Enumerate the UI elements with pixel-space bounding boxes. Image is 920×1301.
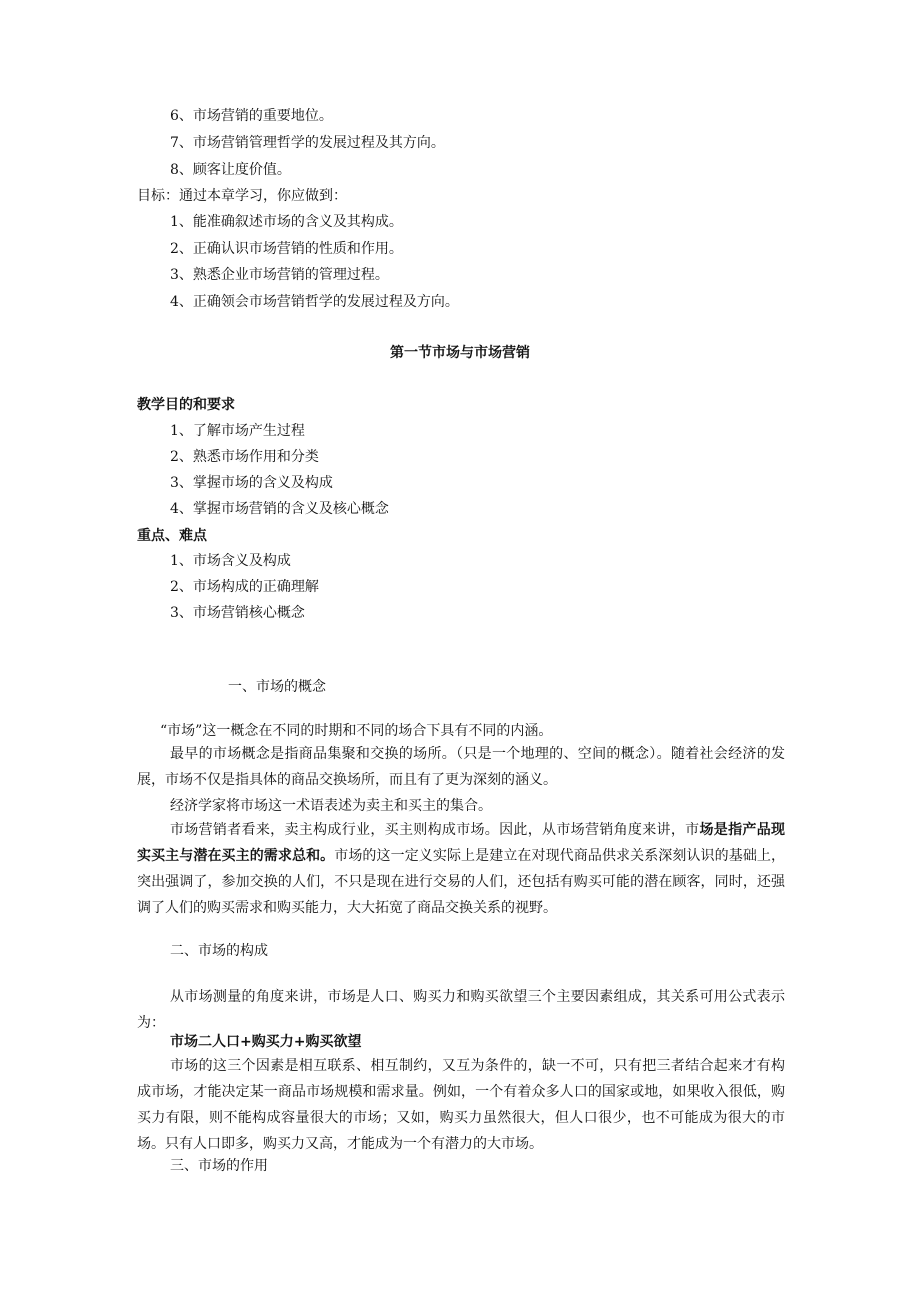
market-definition: 场是指产品现实买主与潜在买主的需求总和。	[137, 822, 786, 864]
goal-heading: 目标：通过本章学习，你应做到：	[137, 188, 347, 204]
paragraph-6: 市场的这三个因素是相互联系、相互制约，又互为条件的，缺一不可，只有把三者结合起来才有构成市场，才能决定某一商品市场规模和需求量。例如，一个有着众多人口的国家或地，如果收入很低，购买力有限，则不能构成容量很大的市场；又如，购买力虽然很大，但人口很少，也不可能成为很大的市场。只有人口即多，购买力又高，才能成为一个有潜力的大市场。	[137, 1058, 785, 1152]
teaching-item: 2、熟悉市场作用和分类	[170, 449, 319, 465]
sub2-heading: 二、市场的构成	[170, 943, 268, 959]
paragraph-3: 经济学家将市场这一术语表述为卖主和买主的集合。	[170, 798, 492, 814]
paragraph-5: 从市场测量的角度来讲，市场是人口、购买力和购买欲望三个主要因素组成，其关系可用公式表示为：	[137, 989, 785, 1031]
top-list-item: 7、市场营销管理哲学的发展过程及其方向。	[170, 135, 445, 151]
teaching-item: 4、掌握市场营销的含义及核心概念	[170, 501, 389, 517]
top-list-item: 8、顾客让度价值。	[170, 162, 291, 178]
teaching-heading: 教学目的和要求	[137, 397, 235, 413]
key-item: 3、市场营销核心概念	[170, 605, 305, 621]
key-item: 1、市场含义及构成	[170, 553, 291, 569]
top-list-item: 6、市场营销的重要地位。	[170, 108, 333, 124]
sub1-heading: 一、市场的概念	[228, 679, 326, 695]
goal-item: 2、正确认识市场营销的性质和作用。	[170, 241, 403, 257]
paragraph-2: 最早的市场概念是指商品集聚和交换的场所。（只是一个地理的、空间的概念）。随着社会经济的发展，市场不仅是指具体的商品交换场所，而且有了更为深刻的涵义。	[137, 746, 785, 788]
paragraph-1: “市场”这一概念在不同的时期和不同的场合下具有不同的内涵。	[160, 723, 553, 739]
paragraph-4	[137, 817, 785, 921]
formula: 市场二人口+购买力+购买欲望	[170, 1034, 362, 1050]
goal-item: 3、熟悉企业市场营销的管理过程。	[170, 267, 389, 283]
teaching-item: 1、了解市场产生过程	[170, 423, 305, 439]
key-heading: 重点、难点	[137, 528, 207, 544]
sub3-heading: 三、市场的作用	[170, 1158, 268, 1174]
teaching-item: 3、掌握市场的含义及构成	[170, 475, 333, 491]
goal-item: 4、正确领会市场营销哲学的发展过程及方向。	[170, 294, 459, 310]
paragraph-4-text-c: 市场的这一定义实际上是建立在对现代商品供求关系深刻认识的基础上，突出强调了，参加交换的人们，不只是现在进行交易的人们，还包括有购买可能的潜在顾客，同时，还强调了人们的购买需求和购买能力，大大拓宽了商品交换关系的视野。	[137, 848, 786, 916]
goal-item: 1、能准确叙述市场的含义及其构成。	[170, 214, 403, 230]
section-title: 第一节市场与市场营销	[390, 345, 530, 361]
key-item: 2、市场构成的正确理解	[170, 579, 319, 595]
paragraph-4-text-a: 市场营销者看来，卖主构成行业，买主则构成市场。因此，从市场营销角度来讲，市	[170, 822, 700, 838]
